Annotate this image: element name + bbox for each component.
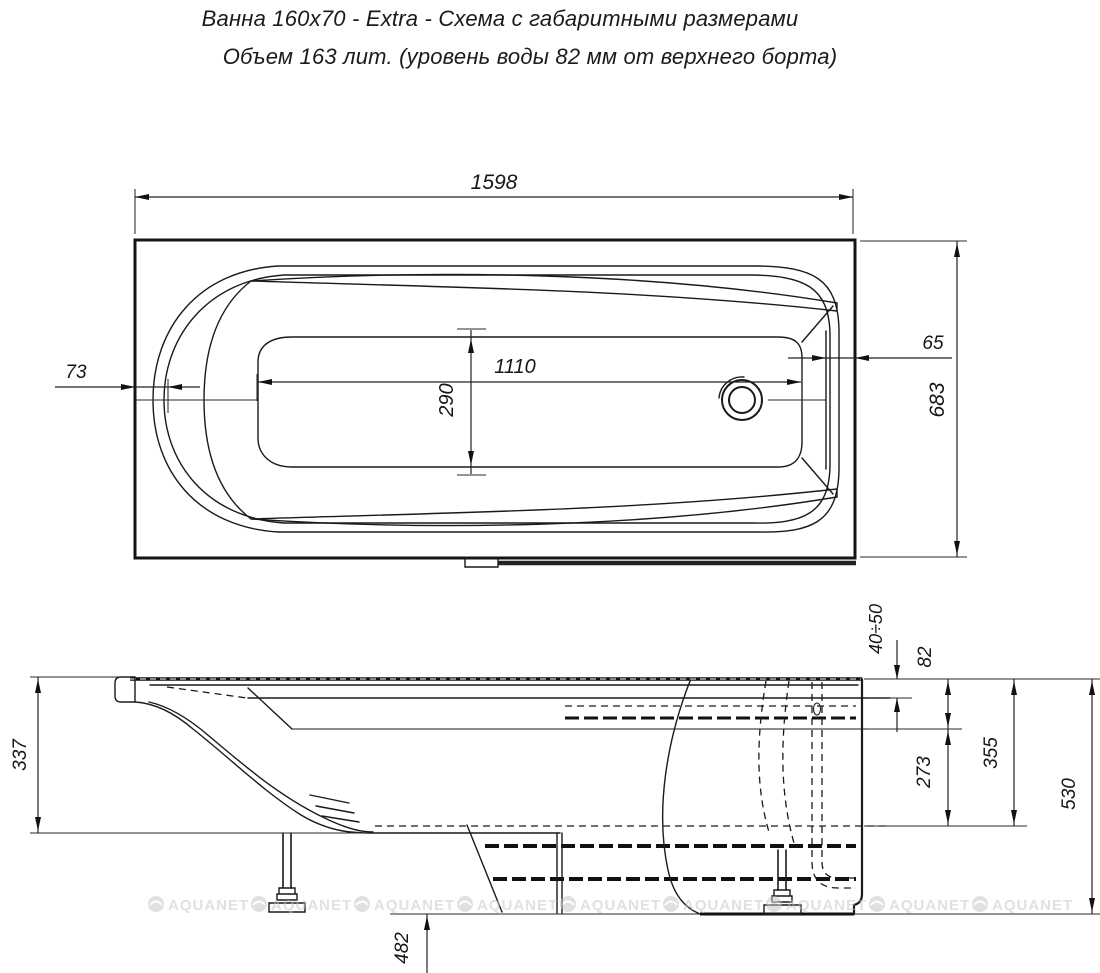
drain-hole <box>719 377 762 420</box>
dim-depth <box>864 679 1027 826</box>
svg-text:AQUANET: AQUANET <box>477 897 559 914</box>
svg-text:AQUANET: AQUANET <box>889 897 971 914</box>
dim-bottom-length <box>257 356 802 404</box>
dim-bottom-width-label: 290 <box>436 383 458 417</box>
drawing-title: Ванна 160х70 - Extra - Схема с габаритными размерами <box>201 6 799 31</box>
head-outer-wall <box>135 702 560 833</box>
overflow-hole <box>814 703 821 715</box>
svg-text:AQUANET: AQUANET <box>683 897 765 914</box>
dim-bottom-width <box>436 329 486 475</box>
head-wall-rungs <box>310 795 359 822</box>
watermark <box>354 896 455 914</box>
watermark <box>148 896 249 914</box>
side-view-section <box>10 604 1100 973</box>
dim-overall-length <box>135 171 853 234</box>
watermark <box>869 896 970 914</box>
svg-text:AQUANET: AQUANET <box>580 897 662 914</box>
watermark <box>457 896 558 914</box>
dim-overall-width <box>860 241 967 557</box>
svg-text:AQUANET: AQUANET <box>786 897 868 914</box>
svg-text:AQUANET: AQUANET <box>992 897 1074 914</box>
top-view-plan <box>55 171 967 567</box>
dim-bottom-length-label: 1110 <box>494 356 536 378</box>
dim-head-rim-offset-label: 73 <box>65 362 87 383</box>
dim-head-height-label: 337 <box>10 739 31 771</box>
dim-water-level-label: 82 <box>915 646 936 668</box>
dim-overall-height-label: 530 <box>1059 778 1080 810</box>
svg-text:AQUANET: AQUANET <box>271 897 353 914</box>
dim-overall-length-label: 1598 <box>470 171 518 194</box>
watermark <box>251 896 352 914</box>
end-wall-hidden-2 <box>783 681 794 843</box>
dim-legs-span-label: 482 <box>392 932 413 964</box>
watermark <box>663 896 764 914</box>
dim-legs-span <box>392 914 430 973</box>
end-wall-hidden-1 <box>759 681 769 832</box>
dim-water-to-bottom-label: 273 <box>914 756 935 788</box>
dim-overall-height <box>1059 679 1095 914</box>
wall-lens-top <box>251 274 837 311</box>
svg-text:AQUANET: AQUANET <box>168 897 250 914</box>
rim-contour-outer <box>153 266 839 532</box>
watermark <box>560 896 661 914</box>
watermark <box>766 896 867 914</box>
wall-lens-bottom <box>251 489 837 526</box>
rim-hidden-edge <box>167 687 247 698</box>
dim-apron-adjust <box>864 604 1100 732</box>
dim-drain-end-offset-label: 65 <box>922 333 944 354</box>
dim-drain-end-offset <box>788 333 952 361</box>
dim-water-level <box>868 646 962 826</box>
rim-contour-inner <box>164 275 830 523</box>
dim-overall-width-label: 683 <box>926 382 949 418</box>
drain-pipe-hidden <box>812 682 856 888</box>
watermark-row <box>148 896 1073 914</box>
dim-head-height <box>10 677 368 833</box>
svg-text:AQUANET: AQUANET <box>374 897 456 914</box>
dim-head-rim-offset <box>55 362 200 413</box>
drawing-subtitle: Объем 163 лит. (уровень воды 82 мм от верхнего борта) <box>222 44 838 69</box>
dim-depth-label: 355 <box>981 737 1002 769</box>
head-slope <box>248 688 292 729</box>
dim-apron-adjust-label: 40÷50 <box>866 604 886 654</box>
watermark <box>972 896 1073 914</box>
